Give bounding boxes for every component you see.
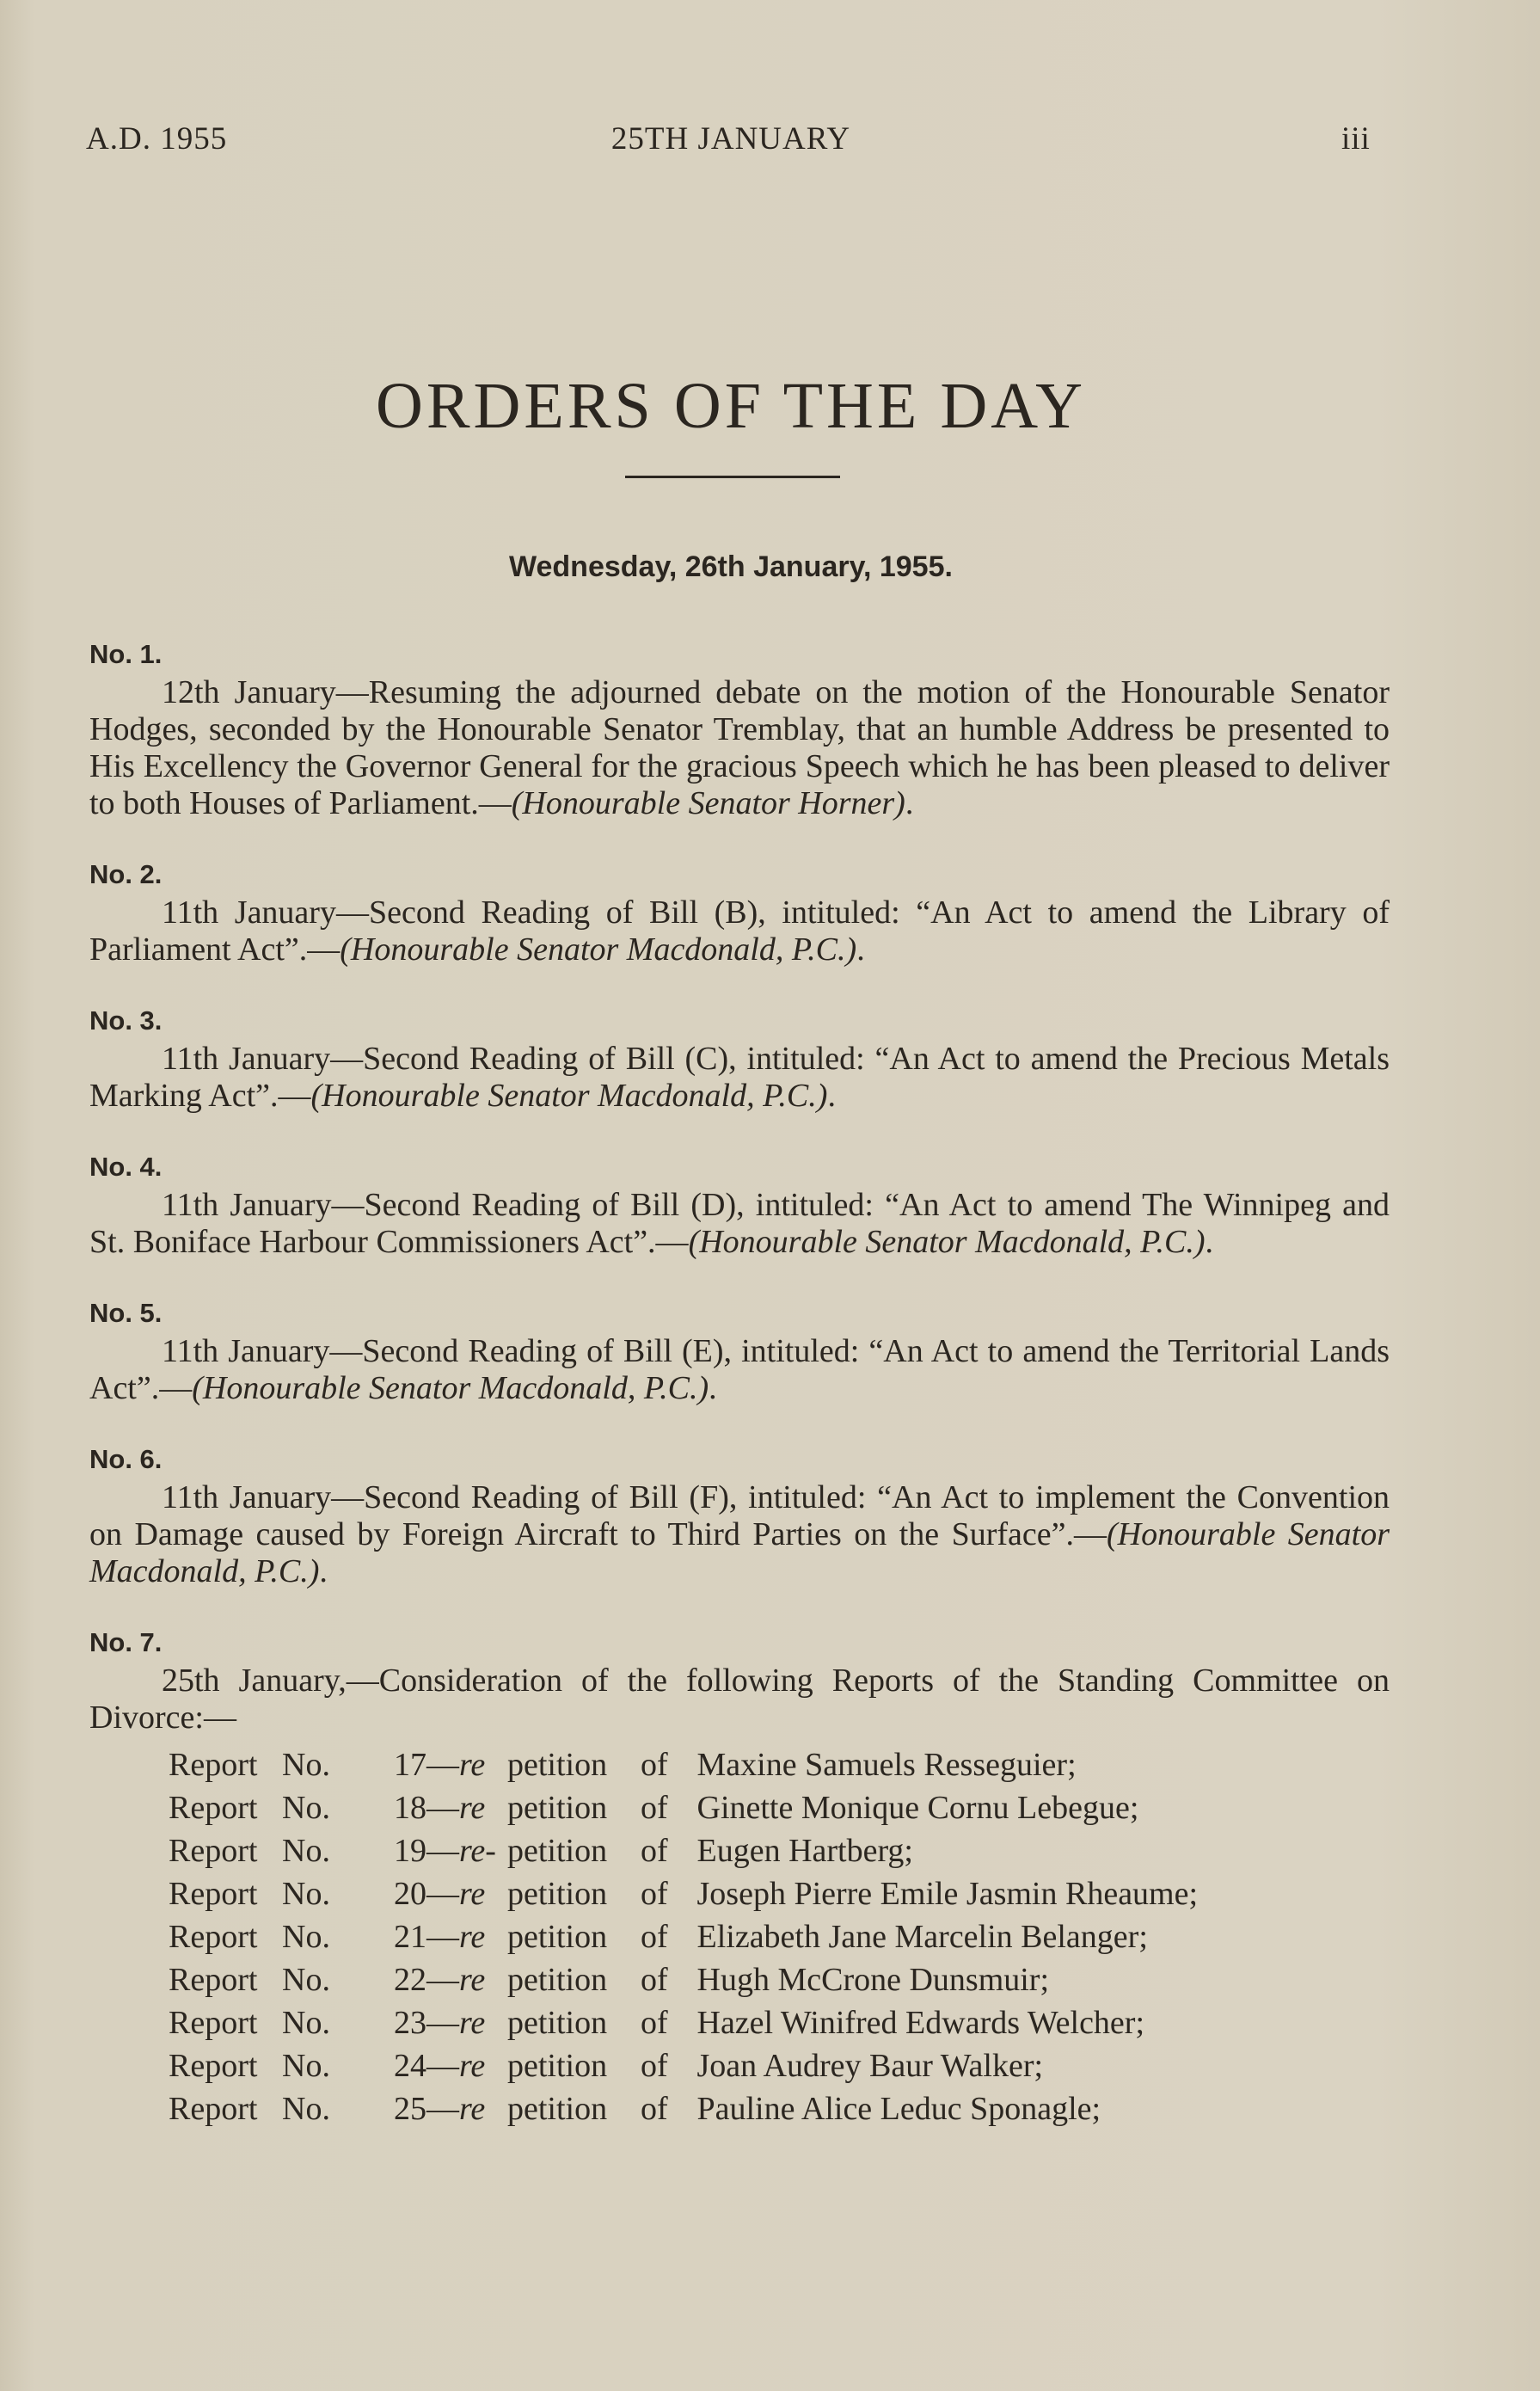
order-number: No. 4. bbox=[89, 1152, 163, 1182]
order-sponsor: (Honourable Senator Macdonald, P.C.) bbox=[340, 931, 857, 968]
order-item bbox=[89, 635, 1390, 822]
order-item bbox=[89, 855, 1390, 968]
order-sponsor: (Honourable Senator Macdonald, P.C.) bbox=[192, 1370, 709, 1406]
report-line: Report No. 19—re- petition of Eugen Hartberg; bbox=[169, 1833, 913, 1869]
order-text: 11th January—Second Reading of Bill (D), intituled: “An Act to amend The Winnipeg and St. Boniface Harbour Commissioners Act”.—(Honourable Senator Macdonald, P.C.). bbox=[89, 1187, 1390, 1260]
order-text: 11th January—Second Reading of Bill (B), intituled: “An Act to amend the Library of Parliament Act”.—(Honourable Senator Macdonald, P.C.). bbox=[89, 894, 1390, 968]
report-line: Report No. 21—re petition of Elizabeth Jane Marcelin Belanger; bbox=[169, 1919, 1148, 1955]
order-number: No. 7. bbox=[89, 1627, 163, 1657]
sitting-date: Wednesday, 26th January, 1955. bbox=[509, 550, 953, 583]
header-year: A.D. 1955 bbox=[86, 121, 228, 157]
page-title: ORDERS OF THE DAY bbox=[375, 369, 1087, 442]
order-text: 11th January—Second Reading of Bill (F), intituled: “An Act to implement the Convention on Damage caused by Foreign Aircraft to Third Parties on the Surface”.—(Honourable Senator Macdonald, P.C.). bbox=[89, 1479, 1390, 1589]
order-item bbox=[89, 1294, 1390, 1407]
report-line: Report No. 22—re petition of Hugh McCrone Dunsmuir; bbox=[169, 1962, 1050, 1998]
order-item bbox=[89, 1147, 1390, 1261]
page-number: iii bbox=[1341, 121, 1371, 157]
order-number: No. 6. bbox=[89, 1444, 163, 1474]
order-sponsor: (Honourable Senator Macdonald, P.C.) bbox=[89, 1516, 1390, 1589]
order-text: 11th January—Second Reading of Bill (E), intituled: “An Act to amend the Territorial Lands Act”.—(Honourable Senator Macdonald, P.C.). bbox=[89, 1333, 1390, 1406]
report-line: Report No. 24—re petition of Joan Audrey Baur Walker; bbox=[169, 2048, 1044, 2084]
report-line: Report No. 25—re petition of Pauline Alice Leduc Sponagle; bbox=[169, 2091, 1101, 2127]
order-text: 25th January,—Consideration of the following Reports of the Standing Committee on Divorce:— bbox=[89, 1663, 1390, 1736]
orders-list bbox=[89, 635, 1390, 2163]
order-number: No. 1. bbox=[89, 639, 163, 669]
order-item bbox=[89, 1440, 1390, 1590]
order-sponsor: (Honourable Senator Horner) bbox=[511, 785, 905, 821]
order-item bbox=[89, 1001, 1390, 1115]
title-divider bbox=[625, 476, 840, 478]
report-line: Report No. 23—re petition of Hazel Winifred Edwards Welcher; bbox=[169, 2005, 1145, 2041]
report-line: Report No. 18—re petition of Ginette Monique Cornu Lebegue; bbox=[169, 1790, 1139, 1826]
report-line: Report No. 17—re petition of Maxine Samuels Resseguier; bbox=[169, 1747, 1077, 1783]
header-date: 25TH JANUARY bbox=[610, 121, 851, 157]
order-number: No. 2. bbox=[89, 859, 163, 889]
order-number: No. 5. bbox=[89, 1298, 163, 1328]
order-sponsor: (Honourable Senator Macdonald, P.C.) bbox=[310, 1078, 828, 1114]
order-number: No. 3. bbox=[89, 1005, 163, 1036]
order-item bbox=[89, 1623, 1390, 2130]
report-line: Report No. 20—re petition of Joseph Pierre Emile Jasmin Rheaume; bbox=[169, 1876, 1199, 1912]
order-sponsor: (Honourable Senator Macdonald, P.C.) bbox=[688, 1224, 1206, 1260]
order-text: 12th January—Resuming the adjourned debate on the motion of the Honourable Senator Hodges, seconded by the Honourable Senator Tremblay, that an humble Address be presented to His Excellency the Governor General for the gracious Speech which he has been pleased to deliver to both Houses of Parliament.—(Honourable Senator Horner). bbox=[89, 674, 1390, 821]
order-text: 11th January—Second Reading of Bill (C), intituled: “An Act to amend the Precious Metals Marking Act”.—(Honourable Senator Macdonald, P.C.). bbox=[89, 1041, 1390, 1114]
divorce-reports-list bbox=[169, 1743, 1390, 2130]
